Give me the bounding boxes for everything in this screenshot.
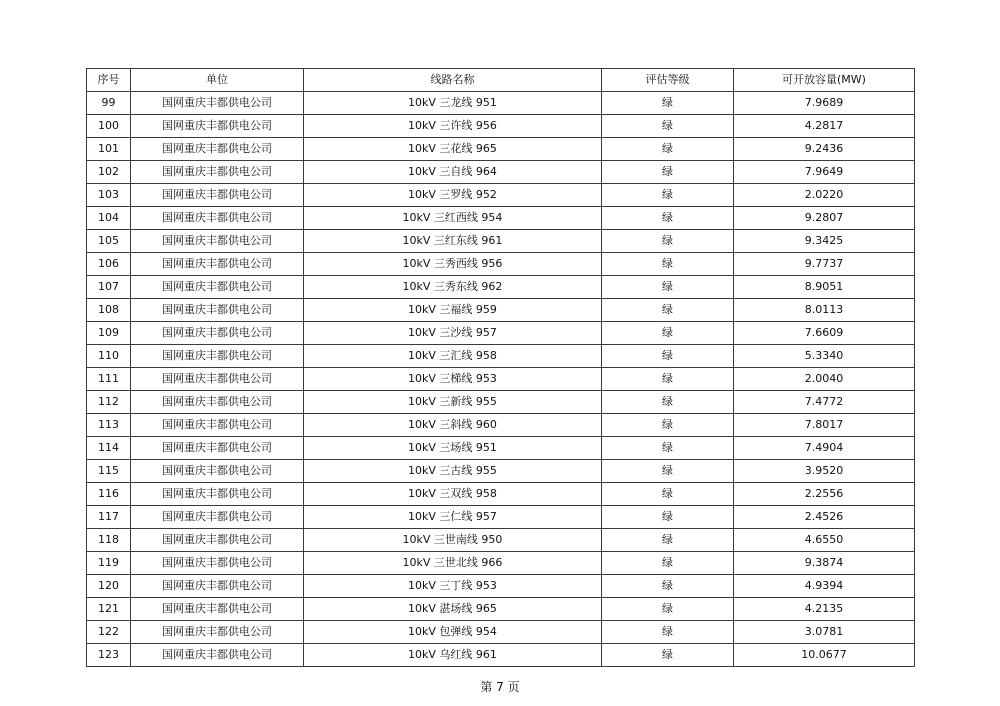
cell-unit: 国网重庆丰都供电公司	[131, 138, 304, 161]
cell-unit: 国网重庆丰都供电公司	[131, 230, 304, 253]
table-row	[87, 506, 915, 529]
cell-line-name: 10kV 三世南线 950	[304, 529, 602, 552]
cell-line-name: 10kV 三场线 951	[304, 437, 602, 460]
cell-line-name: 10kV 三龙线 951	[304, 92, 602, 115]
cell-capacity: 3.0781	[734, 621, 915, 644]
cell-seq: 99	[87, 92, 131, 115]
cell-unit: 国网重庆丰都供电公司	[131, 207, 304, 230]
cell-seq: 107	[87, 276, 131, 299]
cell-grade: 绿	[602, 621, 734, 644]
cell-capacity: 4.2135	[734, 598, 915, 621]
cell-capacity: 7.9649	[734, 161, 915, 184]
cell-capacity: 10.0677	[734, 644, 915, 667]
header-row	[87, 69, 915, 92]
table-row	[87, 322, 915, 345]
cell-unit: 国网重庆丰都供电公司	[131, 92, 304, 115]
table-header	[87, 69, 915, 92]
cell-unit: 国网重庆丰都供电公司	[131, 276, 304, 299]
cell-unit: 国网重庆丰都供电公司	[131, 483, 304, 506]
cell-grade: 绿	[602, 437, 734, 460]
cell-unit: 国网重庆丰都供电公司	[131, 368, 304, 391]
table-body	[87, 92, 915, 667]
cell-seq: 116	[87, 483, 131, 506]
table-row	[87, 276, 915, 299]
cell-unit: 国网重庆丰都供电公司	[131, 115, 304, 138]
table-row	[87, 299, 915, 322]
cell-capacity: 9.7737	[734, 253, 915, 276]
cell-grade: 绿	[602, 506, 734, 529]
cell-unit: 国网重庆丰都供电公司	[131, 161, 304, 184]
cell-grade: 绿	[602, 230, 734, 253]
capacity-table	[86, 68, 915, 667]
cell-unit: 国网重庆丰都供电公司	[131, 552, 304, 575]
cell-grade: 绿	[602, 138, 734, 161]
cell-line-name: 10kV 三沙线 957	[304, 322, 602, 345]
cell-grade: 绿	[602, 644, 734, 667]
cell-grade: 绿	[602, 575, 734, 598]
cell-line-name: 10kV 三双线 958	[304, 483, 602, 506]
table-row	[87, 621, 915, 644]
cell-seq: 108	[87, 299, 131, 322]
cell-line-name: 10kV 三新线 955	[304, 391, 602, 414]
table-row	[87, 115, 915, 138]
cell-line-name: 10kV 三福线 959	[304, 299, 602, 322]
cell-line-name: 10kV 三斜线 960	[304, 414, 602, 437]
cell-unit: 国网重庆丰都供电公司	[131, 391, 304, 414]
table-row	[87, 184, 915, 207]
cell-line-name: 10kV 湛场线 965	[304, 598, 602, 621]
cell-unit: 国网重庆丰都供电公司	[131, 506, 304, 529]
cell-line-name: 10kV 三花线 965	[304, 138, 602, 161]
table-row	[87, 437, 915, 460]
cell-grade: 绿	[602, 161, 734, 184]
cell-seq: 114	[87, 437, 131, 460]
cell-line-name: 10kV 三红西线 954	[304, 207, 602, 230]
cell-seq: 110	[87, 345, 131, 368]
cell-capacity: 9.2436	[734, 138, 915, 161]
cell-seq: 105	[87, 230, 131, 253]
cell-grade: 绿	[602, 460, 734, 483]
cell-unit: 国网重庆丰都供电公司	[131, 621, 304, 644]
cell-line-name: 10kV 三古线 955	[304, 460, 602, 483]
header-line-name: 线路名称	[304, 69, 602, 92]
cell-grade: 绿	[602, 92, 734, 115]
cell-seq: 117	[87, 506, 131, 529]
cell-unit: 国网重庆丰都供电公司	[131, 345, 304, 368]
cell-capacity: 9.3874	[734, 552, 915, 575]
cell-unit: 国网重庆丰都供电公司	[131, 529, 304, 552]
table-row	[87, 161, 915, 184]
cell-capacity: 7.4772	[734, 391, 915, 414]
cell-grade: 绿	[602, 253, 734, 276]
header-seq: 序号	[87, 69, 131, 92]
cell-grade: 绿	[602, 598, 734, 621]
cell-capacity: 3.9520	[734, 460, 915, 483]
cell-unit: 国网重庆丰都供电公司	[131, 644, 304, 667]
cell-grade: 绿	[602, 414, 734, 437]
cell-capacity: 9.2807	[734, 207, 915, 230]
cell-line-name: 10kV 三仁线 957	[304, 506, 602, 529]
cell-capacity: 9.3425	[734, 230, 915, 253]
cell-seq: 106	[87, 253, 131, 276]
cell-grade: 绿	[602, 483, 734, 506]
table-row	[87, 138, 915, 161]
cell-grade: 绿	[602, 529, 734, 552]
table-row	[87, 207, 915, 230]
cell-grade: 绿	[602, 299, 734, 322]
page-number: 第 7 页	[480, 680, 520, 694]
table-row	[87, 644, 915, 667]
cell-unit: 国网重庆丰都供电公司	[131, 460, 304, 483]
cell-capacity: 4.6550	[734, 529, 915, 552]
cell-line-name: 10kV 三红东线 961	[304, 230, 602, 253]
cell-seq: 101	[87, 138, 131, 161]
cell-seq: 109	[87, 322, 131, 345]
cell-capacity: 8.0113	[734, 299, 915, 322]
cell-line-name: 10kV 包弹线 954	[304, 621, 602, 644]
table-row	[87, 598, 915, 621]
cell-grade: 绿	[602, 276, 734, 299]
table-row	[87, 92, 915, 115]
cell-line-name: 10kV 三许线 956	[304, 115, 602, 138]
cell-capacity: 2.2556	[734, 483, 915, 506]
cell-line-name: 10kV 三丁线 953	[304, 575, 602, 598]
table-row	[87, 575, 915, 598]
cell-seq: 123	[87, 644, 131, 667]
cell-unit: 国网重庆丰都供电公司	[131, 184, 304, 207]
cell-seq: 103	[87, 184, 131, 207]
cell-line-name: 10kV 三罗线 952	[304, 184, 602, 207]
cell-seq: 102	[87, 161, 131, 184]
cell-capacity: 7.9689	[734, 92, 915, 115]
table-row	[87, 253, 915, 276]
cell-capacity: 4.9394	[734, 575, 915, 598]
cell-unit: 国网重庆丰都供电公司	[131, 575, 304, 598]
cell-unit: 国网重庆丰都供电公司	[131, 322, 304, 345]
cell-unit: 国网重庆丰都供电公司	[131, 414, 304, 437]
cell-grade: 绿	[602, 115, 734, 138]
table-row	[87, 368, 915, 391]
cell-unit: 国网重庆丰都供电公司	[131, 253, 304, 276]
table-row	[87, 414, 915, 437]
table-row	[87, 230, 915, 253]
cell-seq: 112	[87, 391, 131, 414]
table-row	[87, 391, 915, 414]
cell-capacity: 5.3340	[734, 345, 915, 368]
cell-grade: 绿	[602, 184, 734, 207]
cell-unit: 国网重庆丰都供电公司	[131, 598, 304, 621]
table-row	[87, 345, 915, 368]
cell-capacity: 2.0040	[734, 368, 915, 391]
cell-line-name: 10kV 乌红线 961	[304, 644, 602, 667]
cell-line-name: 10kV 三秀西线 956	[304, 253, 602, 276]
cell-capacity: 7.8017	[734, 414, 915, 437]
cell-line-name: 10kV 三汇线 958	[304, 345, 602, 368]
cell-line-name: 10kV 三秀东线 962	[304, 276, 602, 299]
cell-grade: 绿	[602, 322, 734, 345]
table-row	[87, 460, 915, 483]
cell-line-name: 10kV 三自线 964	[304, 161, 602, 184]
cell-seq: 119	[87, 552, 131, 575]
cell-seq: 122	[87, 621, 131, 644]
cell-seq: 118	[87, 529, 131, 552]
cell-seq: 104	[87, 207, 131, 230]
cell-capacity: 7.4904	[734, 437, 915, 460]
cell-seq: 111	[87, 368, 131, 391]
cell-unit: 国网重庆丰都供电公司	[131, 437, 304, 460]
header-grade: 评估等级	[602, 69, 734, 92]
table-row	[87, 483, 915, 506]
table-row	[87, 552, 915, 575]
cell-capacity: 7.6609	[734, 322, 915, 345]
header-unit: 单位	[131, 69, 304, 92]
cell-seq: 100	[87, 115, 131, 138]
cell-capacity: 8.9051	[734, 276, 915, 299]
cell-seq: 115	[87, 460, 131, 483]
cell-unit: 国网重庆丰都供电公司	[131, 299, 304, 322]
cell-grade: 绿	[602, 552, 734, 575]
cell-capacity: 2.4526	[734, 506, 915, 529]
cell-grade: 绿	[602, 345, 734, 368]
cell-seq: 121	[87, 598, 131, 621]
cell-line-name: 10kV 三梯线 953	[304, 368, 602, 391]
cell-grade: 绿	[602, 391, 734, 414]
cell-capacity: 4.2817	[734, 115, 915, 138]
table-row	[87, 529, 915, 552]
cell-seq: 113	[87, 414, 131, 437]
cell-grade: 绿	[602, 368, 734, 391]
cell-capacity: 2.0220	[734, 184, 915, 207]
header-capacity: 可开放容量(MW)	[734, 69, 915, 92]
cell-grade: 绿	[602, 207, 734, 230]
cell-seq: 120	[87, 575, 131, 598]
cell-line-name: 10kV 三世北线 966	[304, 552, 602, 575]
